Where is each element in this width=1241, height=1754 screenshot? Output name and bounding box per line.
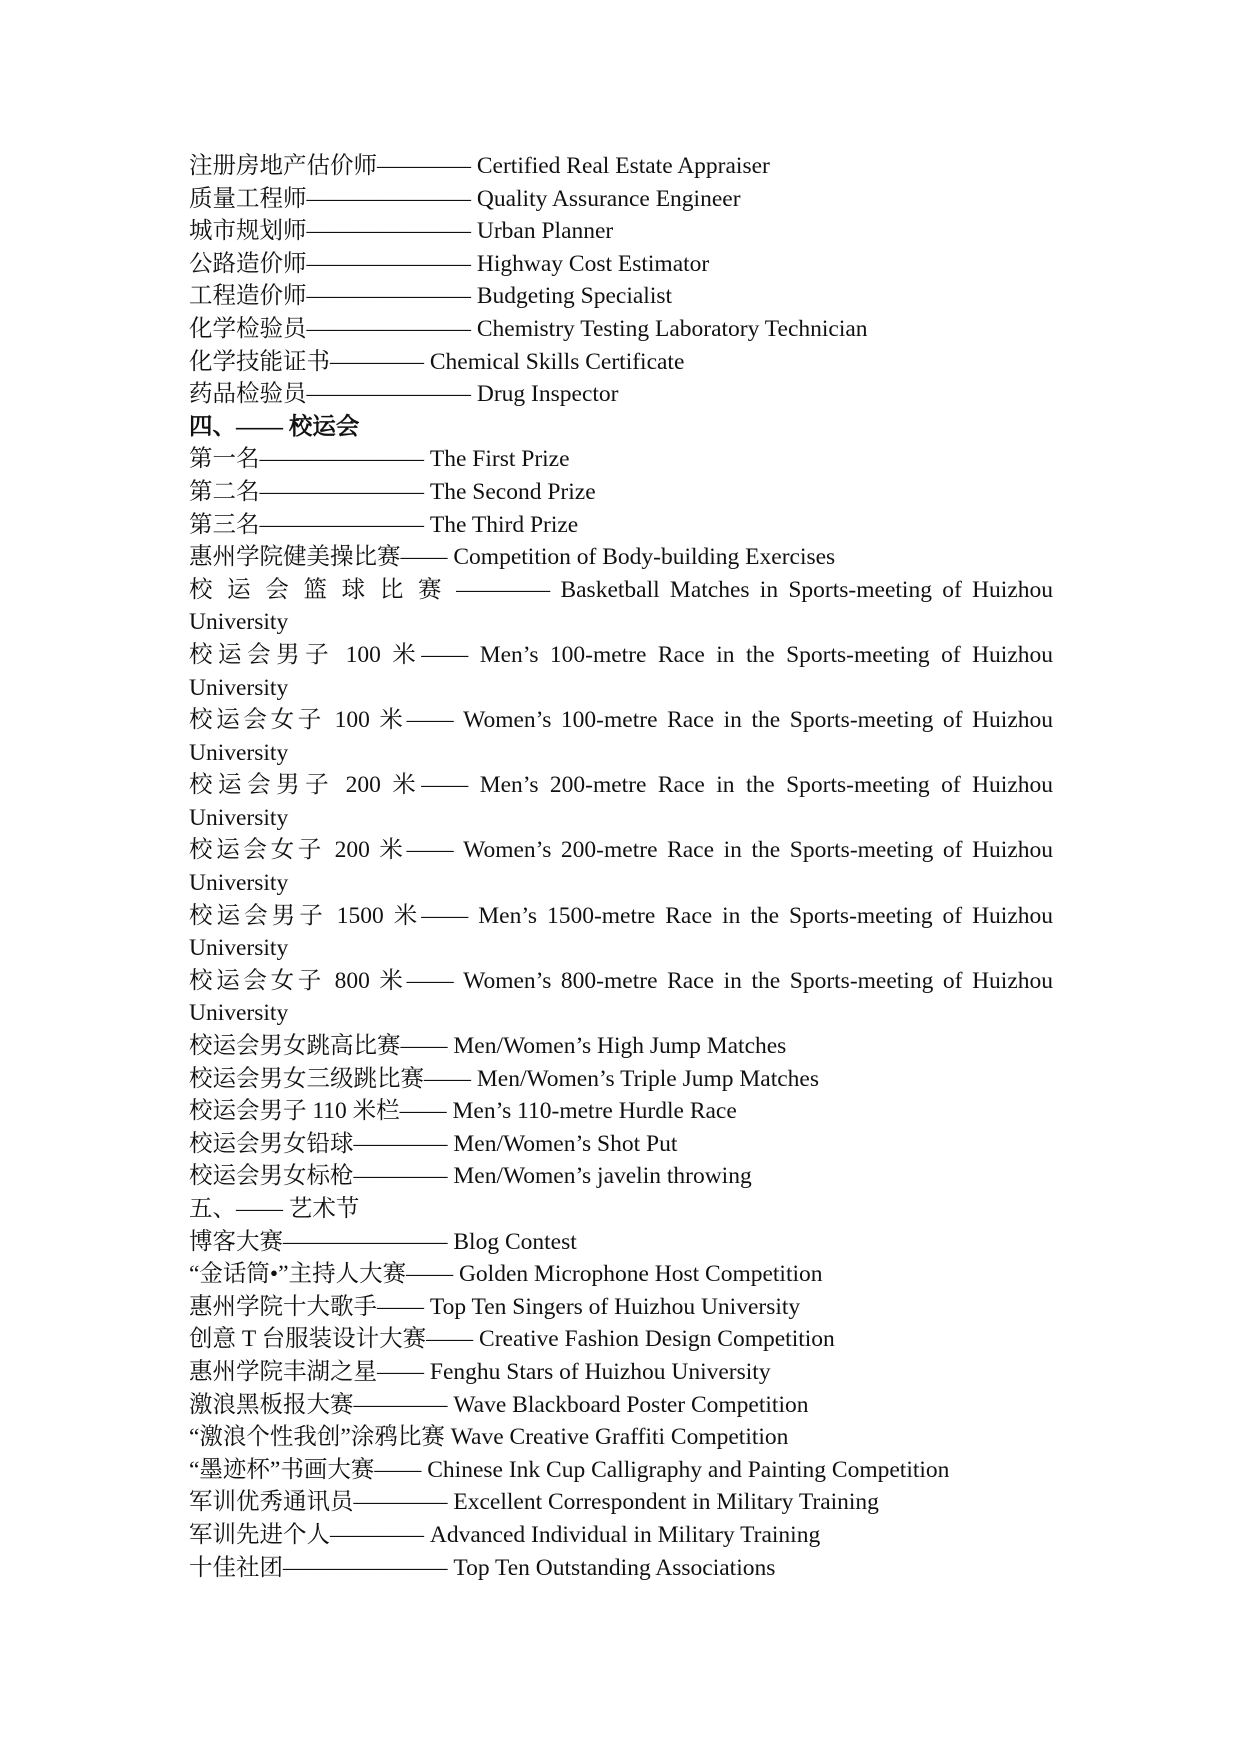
text-line: 激浪黑板报大赛———— Wave Blackboard Poster Competition <box>189 1391 809 1418</box>
text-line: 校运会女子 200 米—— Women’s 200-metre Race in the Sports-meeting of Huizhou <box>189 837 1053 864</box>
text-line: University <box>189 1000 289 1027</box>
text-line: “激浪个性我创”涂鸦比赛 Wave Creative Graffiti Competition <box>189 1424 789 1451</box>
text-line: 校运会男女跳高比赛—— Men/Women’s High Jump Matches <box>189 1033 787 1060</box>
text-line: 药品检验员——————— Drug Inspector <box>189 381 619 408</box>
text-line: 校 运 会 篮 球 比 赛 ———— Basketball Matches in Sports-meeting of Huizhou <box>189 576 1053 603</box>
text-line: University <box>189 870 289 897</box>
text-line: 化学技能证书———— Chemical Skills Certificate <box>189 348 685 375</box>
text-line: 工程造价师——————— Budgeting Specialist <box>189 283 673 310</box>
text-line: University <box>189 674 289 701</box>
text-line: 博客大赛——————— Blog Contest <box>189 1228 577 1255</box>
text-line: 质量工程师——————— Quality Assurance Engineer <box>189 185 741 212</box>
text-line: University <box>189 609 289 636</box>
text-line: 注册房地产估价师———— Certified Real Estate Appraiser <box>189 153 770 179</box>
text-line: 公路造价师——————— Highway Cost Estimator <box>189 250 710 277</box>
text-line: 惠州学院健美操比赛—— Competition of Body-building Exercises <box>189 544 836 571</box>
text-line: 城市规划师——————— Urban Planner <box>189 218 614 245</box>
text-line: 惠州学院丰湖之星—— Fenghu Stars of Huizhou University <box>189 1358 771 1385</box>
text-line: 校运会男女标枪———— Men/Women’s javelin throwing <box>189 1163 752 1190</box>
text-line: 第一名——————— The First Prize <box>189 446 570 473</box>
section-heading: 五、—— 艺术节 <box>189 1196 360 1222</box>
text-line: 校运会男子 1500 米—— Men’s 1500-metre Race in the Sports-meeting of Huizhou <box>189 902 1053 929</box>
text-line: 创意 T 台服装设计大赛—— Creative Fashion Design Competition <box>189 1326 835 1353</box>
text-line: 军训先进个人———— Advanced Individual in Military Training <box>189 1521 821 1548</box>
text-line: University <box>189 739 289 766</box>
text-line: 校运会男女铅球———— Men/Women’s Shot Put <box>189 1130 678 1157</box>
text-line: 十佳社团——————— Top Ten Outstanding Associations <box>189 1554 776 1581</box>
text-line: 校运会男子 200 米—— Men’s 200-metre Race in the Sports-meeting of Huizhou <box>189 772 1053 799</box>
text-line: 第三名——————— The Third Prize <box>189 511 579 538</box>
text-line: 校运会男女三级跳比赛—— Men/Women’s Triple Jump Matches <box>189 1065 819 1092</box>
text-line: 化学检验员——————— Chemistry Testing Laboratory Technician <box>189 315 868 342</box>
text-line: University <box>189 935 289 962</box>
text-line: 校运会男子 110 米栏—— Men’s 110-metre Hurdle Race <box>189 1098 737 1125</box>
text-line: 校运会女子 800 米—— Women’s 800-metre Race in the Sports-meeting of Huizhou <box>189 967 1053 994</box>
text-line: 第二名——————— The Second Prize <box>189 478 596 505</box>
text-line: 惠州学院十大歌手—— Top Ten Singers of Huizhou University <box>189 1293 801 1320</box>
text-line: “墨迹杯”书画大赛—— Chinese Ink Cup Calligraphy and Painting Competition <box>189 1456 950 1483</box>
text-line: 校运会男子 100 米—— Men’s 100-metre Race in the Sports-meeting of Huizhou <box>189 641 1053 668</box>
text-line: University <box>189 804 289 831</box>
text-line: “金话筒•”主持人大赛—— Golden Microphone Host Competition <box>189 1261 823 1288</box>
text-line: 校运会女子 100 米—— Women’s 100-metre Race in the Sports-meeting of Huizhou <box>189 707 1053 734</box>
glossary-text <box>189 150 1053 1584</box>
section-heading: 四、—— 校运会 <box>189 413 360 440</box>
text-line: 军训优秀通讯员———— Excellent Correspondent in Military Training <box>189 1489 879 1516</box>
